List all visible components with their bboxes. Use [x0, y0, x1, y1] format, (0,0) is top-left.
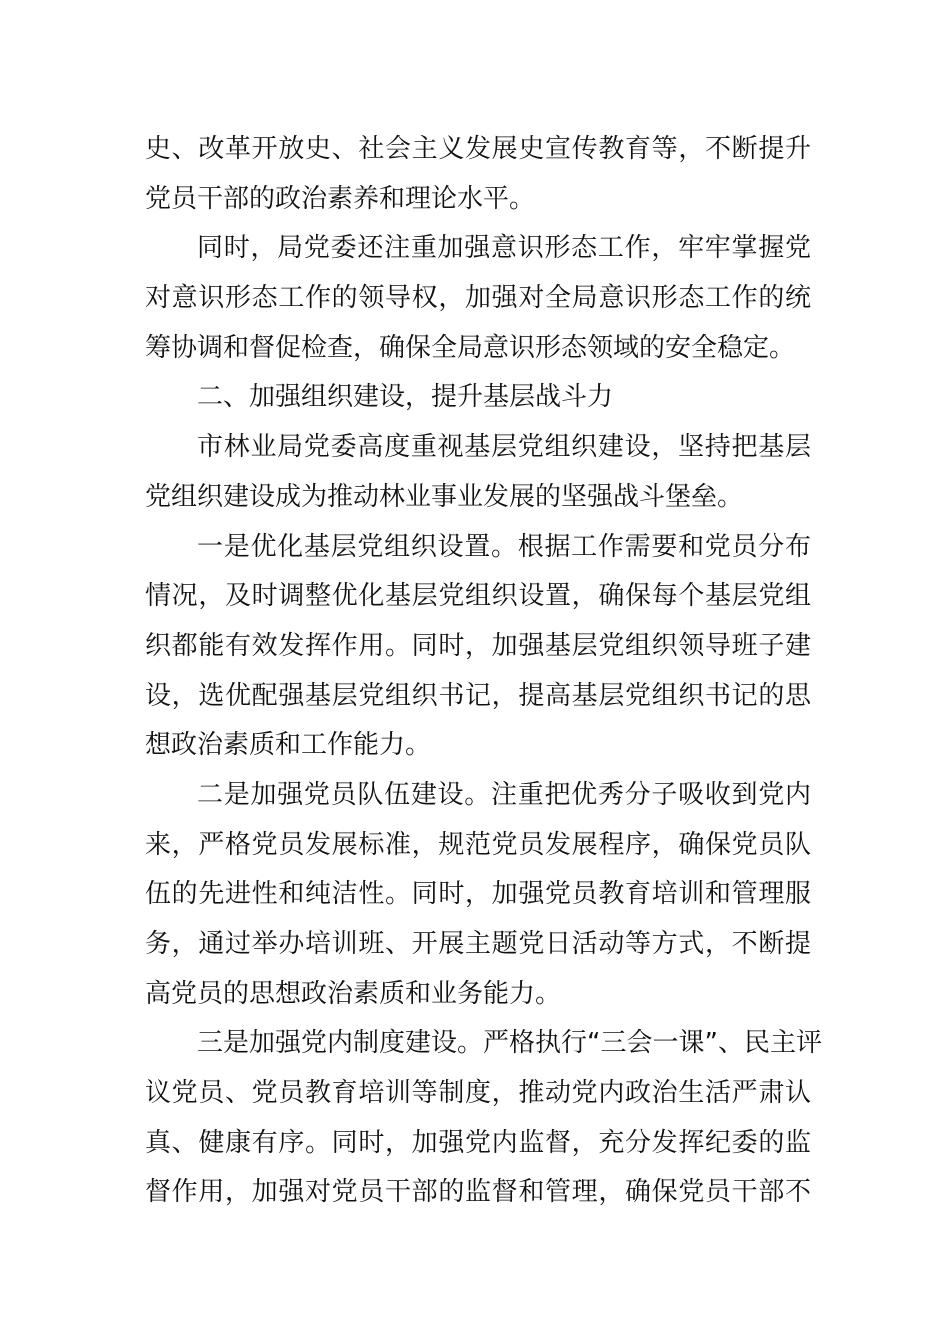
text-line: 史、改革开放史、社会主义发展史宣传教育等，不断提升 — [145, 134, 811, 164]
document-body — [145, 125, 822, 1218]
text-line: 督作用，加强对党员干部的监督和管理，确保党员干部不 — [145, 1177, 811, 1208]
text-line: 高党员的思想政治素质和业务能力。 — [145, 978, 562, 1009]
paragraph — [145, 224, 811, 373]
text-line: 同时，局党委还注重加强意识形态工作，牢牢掌握党 — [197, 233, 811, 264]
text-line: 织都能有效发挥作用。同时，加强基层党组织领导班子建 — [145, 630, 811, 661]
text-line: 情况，及时调整优化基层党组织设置，确保每个基层党组 — [145, 581, 811, 612]
paragraph — [145, 523, 811, 771]
text-line: 筹协调和督促检查，确保全局意识形态领域的安全稳定。 — [145, 332, 796, 363]
paragraph — [145, 125, 811, 224]
text-line: 议党员、党员教育培训等制度，推动党内政治生活严肃认 — [145, 1078, 811, 1109]
text-line: 三是加强党内制度建设。严格执行“三会一课”、民主评 — [197, 1028, 822, 1059]
section-heading — [145, 373, 811, 423]
text-line: 市林业局党委高度重视基层党组织建设，坚持把基层 — [197, 432, 811, 463]
text-line: 党员干部的政治素养和理论水平。 — [145, 183, 536, 214]
paragraph — [145, 1019, 822, 1218]
text-line: 一是优化基层党组织设置。根据工作需要和党员分布 — [197, 531, 811, 562]
text-line: 对意识形态工作的领导权，加强对全局意识形态工作的统 — [145, 283, 811, 314]
heading-text: 二、加强组织建设，提升基层战斗力 — [197, 382, 614, 413]
text-line: 来，严格党员发展标准，规范党员发展程序，确保党员队 — [145, 829, 811, 860]
paragraph — [145, 423, 811, 522]
text-line: 党组织建设成为推动林业事业发展的坚强战斗堡垒。 — [145, 481, 744, 512]
text-line: 设，选优配强基层党组织书记，提高基层党组织书记的思 — [145, 680, 811, 711]
text-line: 务，通过举办培训班、开展主题党日活动等方式，不断提 — [145, 929, 811, 959]
text-line: 二是加强党员队伍建设。注重把优秀分子吸收到党内 — [197, 779, 811, 810]
text-line: 真、健康有序。同时，加强党内监督，充分发挥纪委的监 — [145, 1127, 811, 1158]
text-line: 伍的先进性和纯洁性。同时，加强党员教育培训和管理服 — [145, 879, 811, 910]
text-line: 想政治素质和工作能力。 — [145, 730, 432, 761]
paragraph — [145, 771, 811, 1019]
